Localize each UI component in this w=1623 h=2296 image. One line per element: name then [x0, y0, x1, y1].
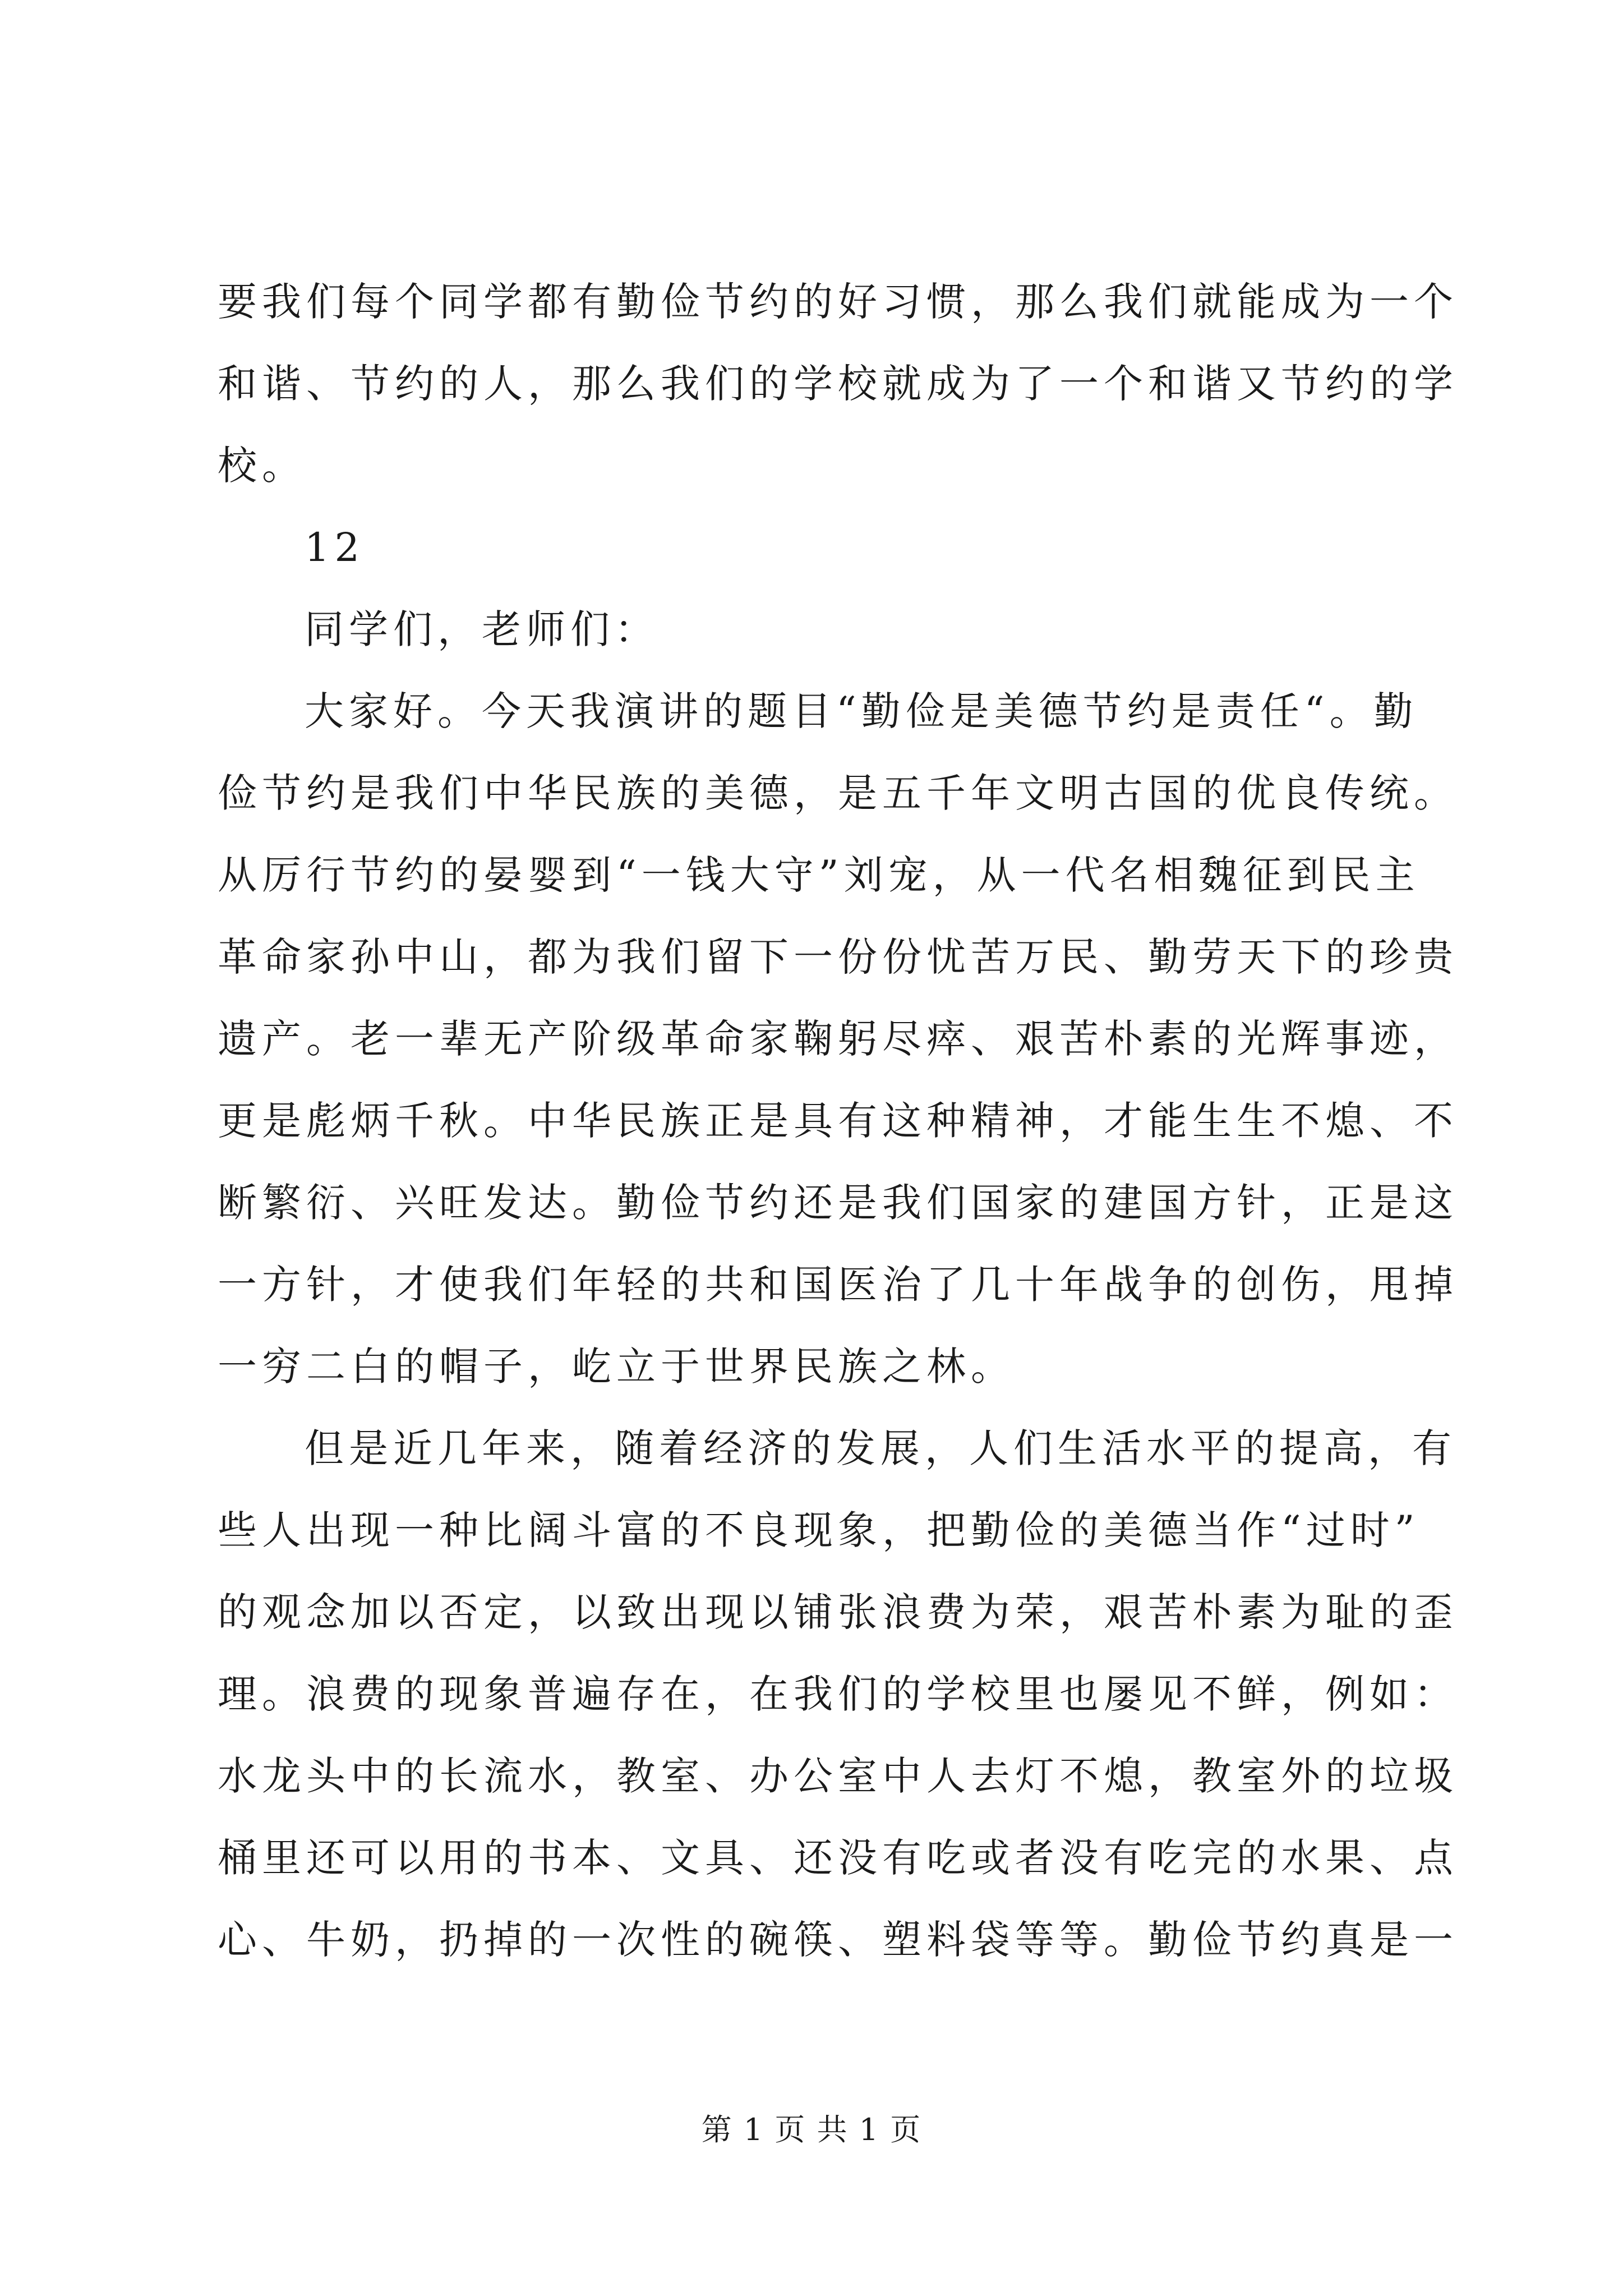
text-line: 俭节约是我们中华民族的美德，是五千年文明古国的优良传统。 [218, 770, 1458, 816]
text-line: 12 [305, 524, 365, 570]
text-line: 从厉行节约的晏婴到“一钱大守”刘宠，从一代名相魏征到民主 [218, 852, 1420, 898]
text-line: 心、牛奶，扔掉的一次性的碗筷、塑料袋等等。勤俭节约真是一 [218, 1917, 1458, 1963]
text-line: 断繁衍、兴旺发达。勤俭节约还是我们国家的建国方针，正是这 [218, 1180, 1458, 1226]
text-line: 要我们每个同学都有勤俭节约的好习惯，那么我们就能成为一个 [218, 279, 1458, 325]
text-line: 一方针，才使我们年轻的共和国医治了几十年战争的创伤，甩掉 [218, 1262, 1458, 1308]
text-line: 的观念加以否定，以致出现以铺张浪费为荣，艰苦朴素为耻的歪 [218, 1589, 1458, 1635]
text-line: 水龙头中的长流水，教室、办公室中人去灯不熄，教室外的垃圾 [218, 1753, 1458, 1799]
text-line: 些人出现一种比阔斗富的不良现象，把勤俭的美德当作“过时” [218, 1507, 1420, 1553]
text-line: 理。浪费的现象普遍存在，在我们的学校里也屡见不鲜，例如： [218, 1671, 1458, 1717]
text-line: 更是彪炳千秋。中华民族正是具有这种精神，才能生生不熄、不 [218, 1098, 1458, 1144]
text-line: 和谐、节约的人，那么我们的学校就成为了一个和谐又节约的学 [218, 361, 1458, 407]
text-line: 遗产。老一辈无产阶级革命家鞠躬尽瘁、艰苦朴素的光辉事迹， [218, 1016, 1458, 1062]
text-line: 革命家孙中山，都为我们留下一份份忧苦万民、勤劳天下的珍贵 [218, 934, 1458, 980]
page-footer: 第 1 页 共 1 页 [701, 2112, 922, 2147]
text-line: 校。 [218, 443, 306, 489]
document-body [218, 261, 1458, 1981]
text-line: 桶里还可以用的书本、文具、还没有吃或者没有吃完的水果、点 [218, 1835, 1458, 1881]
text-line: 同学们，老师们： [305, 606, 659, 652]
text-line: 但是近几年来，随着经济的发展，人们生活水平的提高，有 [305, 1425, 1456, 1471]
text-line: 大家好。今天我演讲的题目“勤俭是美德节约是责任“。勤 [305, 688, 1418, 734]
text-line: 一穷二白的帽子，屹立于世界民族之林。 [218, 1343, 1015, 1389]
